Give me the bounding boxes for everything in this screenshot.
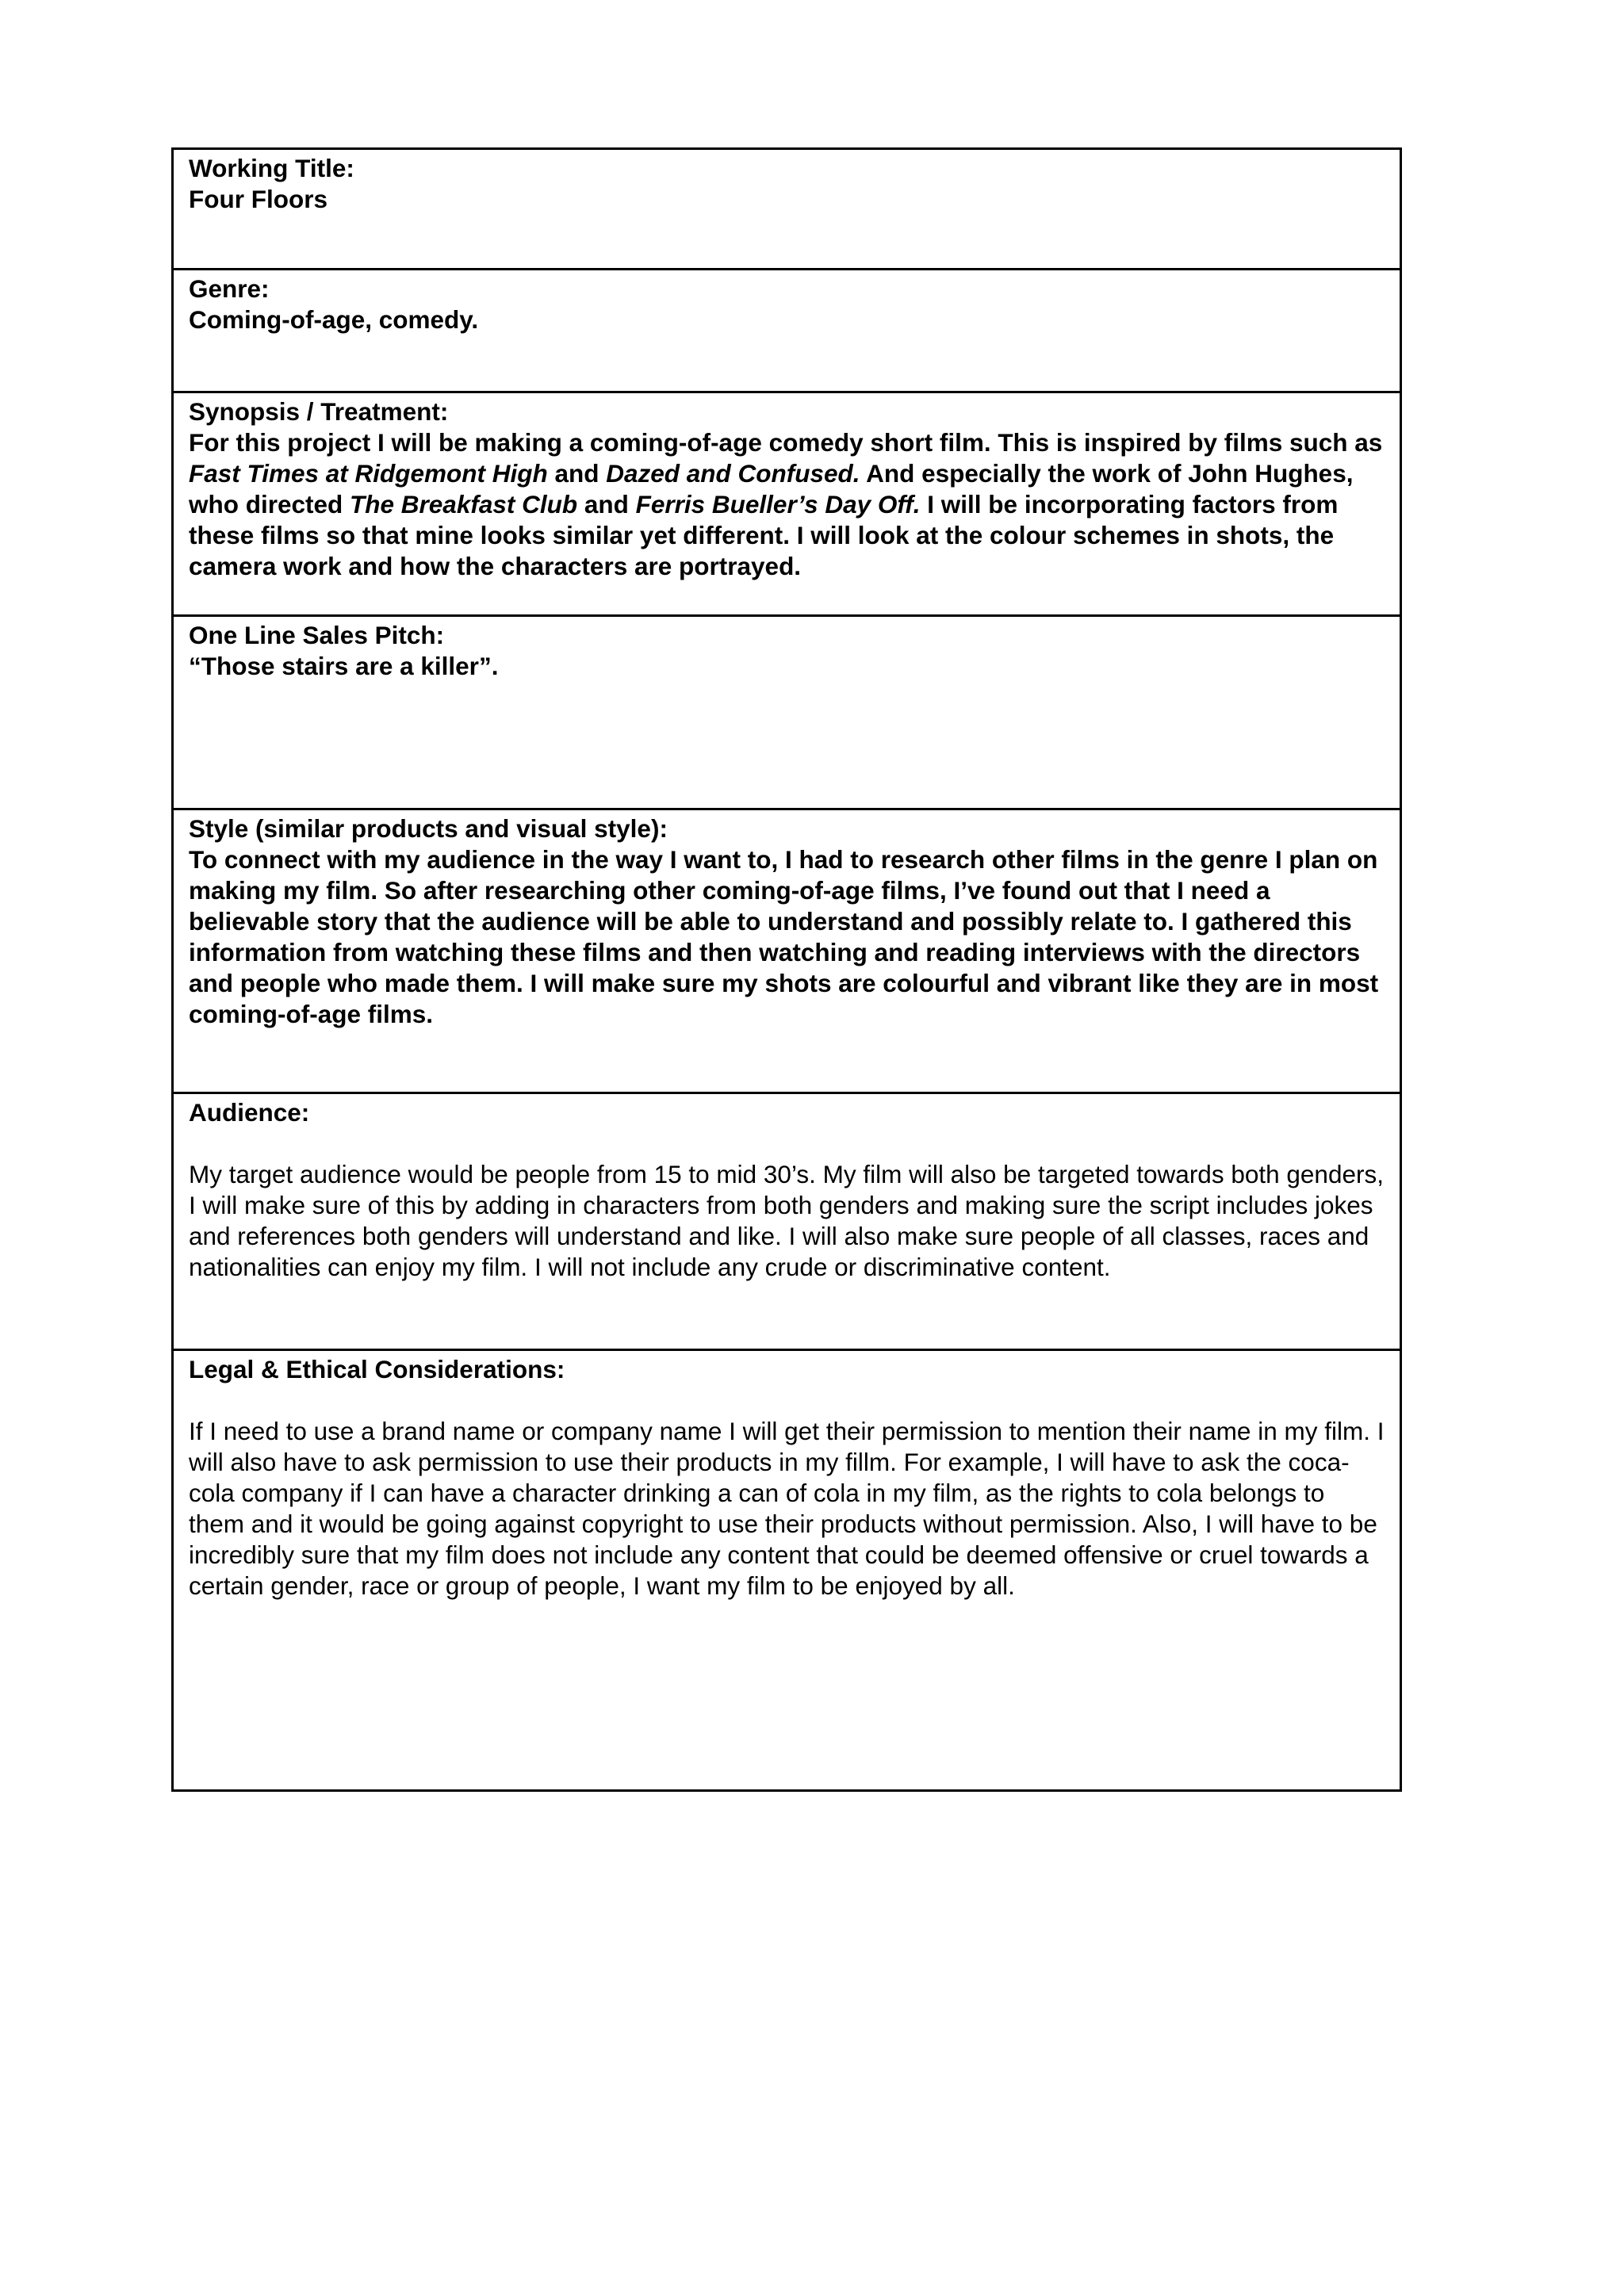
sales-pitch-heading: One Line Sales Pitch: <box>189 621 445 649</box>
synopsis-text-part: And especially the work of John Hughes, who directed <box>189 459 1354 519</box>
film-title-breakfast-club: The Breakfast Club <box>350 490 578 519</box>
audience-cell <box>174 1092 1400 1349</box>
working-title-heading: Working Title: <box>189 154 354 182</box>
synopsis-text-part: and <box>547 459 607 488</box>
synopsis-text-part: For this project I will be making a coming-of-age comedy short film. This is inspired by films such as <box>189 428 1383 457</box>
film-title-ferris-bueller: Ferris Bueller’s Day Off. <box>635 490 921 519</box>
synopsis-text <box>189 427 1386 582</box>
synopsis-heading: Synopsis / Treatment: <box>189 397 449 426</box>
legal-cell <box>174 1349 1400 1789</box>
sales-pitch-value: “Those stairs are a killer”. <box>189 652 499 680</box>
style-cell <box>174 808 1400 1092</box>
audience-heading: Audience: <box>189 1098 310 1127</box>
film-title-fast-times: Fast Times at Ridgemont High <box>189 459 548 488</box>
audience-value: My target audience would be people from 15 to mid 30’s. My film will also be targeted towards both genders, I will make sure of this by adding in characters from both genders and making sure the script includes jokes and references both genders will understand and like. I will also make sure people of all classes, races and nationalities can enjoy my film. I will not include any crude or discriminative content. <box>189 1160 1384 1281</box>
style-heading: Style (similar products and visual style): <box>189 814 668 843</box>
synopsis-text-part: I will be incorporating factors from these films so that mine looks similar yet different. I will look at the colour schemes in shots, the camera work and how the characters are portrayed. <box>189 490 1339 580</box>
working-title-cell <box>174 150 1400 268</box>
genre-value: Coming-of-age, comedy. <box>189 305 479 334</box>
working-title-value: Four Floors <box>189 185 327 213</box>
synopsis-text-part: and <box>577 490 636 519</box>
synopsis-cell <box>174 391 1400 614</box>
legal-value: If I need to use a brand name or company name I will get their permission to mention their name in my film. I will also have to ask permission to use their products in my fillm. For example, I will have to ask the coca-cola company if I can have a character drinking a can of cola in my film, as the rights to cola belongs to them and it would be going against copyright to use their products without permission. Also, I will have to be incredibly sure that my film does not include any content that could be deemed offensive or cruel towards a certain gender, race or group of people, I want my film to be enjoyed by all. <box>189 1417 1385 1600</box>
legal-heading: Legal & Ethical Considerations: <box>189 1355 565 1383</box>
genre-cell <box>174 268 1400 391</box>
genre-heading: Genre: <box>189 274 270 303</box>
proposal-table <box>171 147 1402 1792</box>
film-title-dazed: Dazed and Confused. <box>606 459 860 488</box>
sales-pitch-cell <box>174 614 1400 808</box>
style-value: To connect with my audience in the way I want to, I had to research other films in the genre I plan on making my film. So after researching other coming-of-age films, I’ve found out that I need a believable story that the audience will be able to understand and possibly relate to. I gathered this information from watching these films and then watching and reading interviews with the directors and people who made them. I will make sure my shots are colourful and vibrant like they are in most coming-of-age films. <box>189 845 1379 1028</box>
